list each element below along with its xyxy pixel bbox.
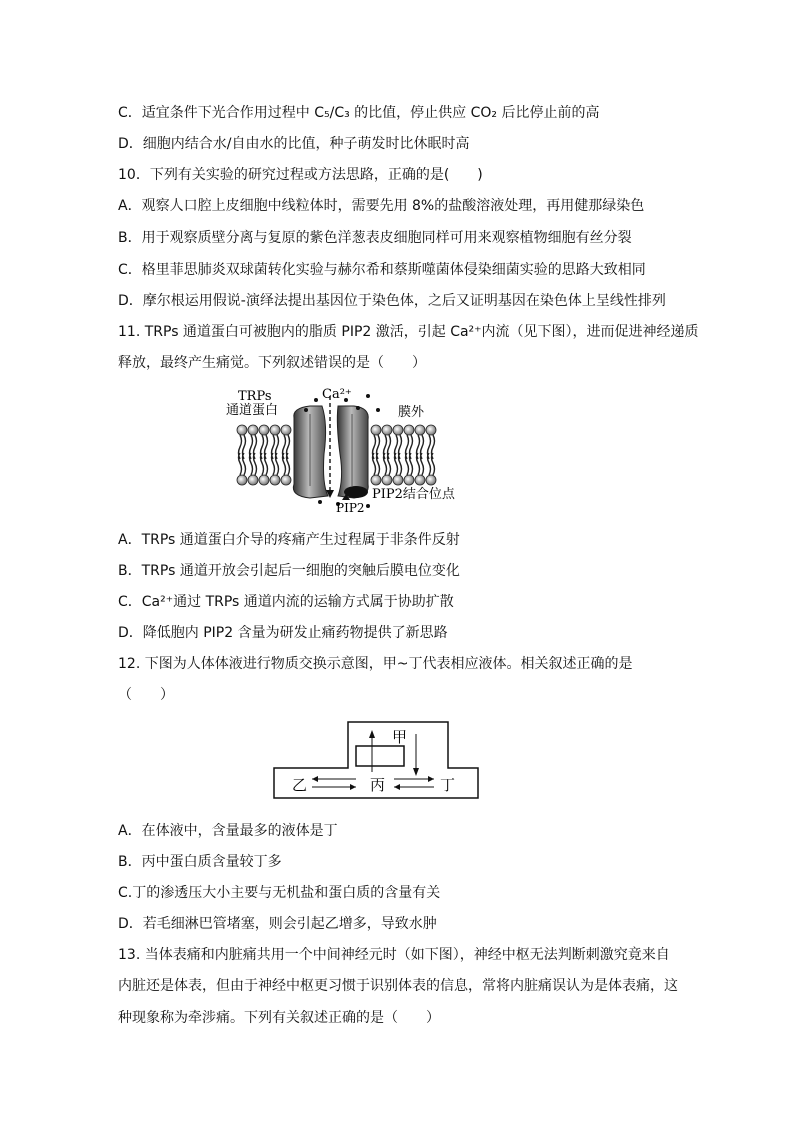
option-c-q11: C．Ca²⁺通过 TRPs 通道内流的运输方式属于协助扩散 <box>118 594 454 610</box>
option-c-q10: C．格里菲思肺炎双球菌转化实验与赫尔希和蔡斯噬菌体侵染细菌实验的思路大致相同 <box>118 262 646 278</box>
label-pip2-binding-site: PIP2结合位点 <box>372 487 455 502</box>
label-calcium: Ca²⁺ <box>322 387 352 402</box>
question-10: 10．下列有关实验的研究过程或方法思路，正确的是( ) <box>118 167 483 183</box>
option-b-q11: B．TRPs 通道开放会引起后一细胞的突触后膜电位变化 <box>118 563 460 579</box>
box-jia <box>356 746 404 766</box>
trps-channel-figure <box>218 384 498 514</box>
option-c-q9: C．适宜条件下光合作用过程中 C₅/C₃ 的比值，停止供应 CO₂ 后比停止前的高 <box>118 105 600 121</box>
lipid-bilayer-right <box>371 425 436 485</box>
option-d-q9: D．细胞内结合水/自由水的比值，种子萌发时比休眠时高 <box>118 136 470 152</box>
question-13-line1: 13. 当体表痛和内脏痛共用一个中间神经元时（如下图），神经中枢无法判断刺激究竟来自 <box>118 947 670 963</box>
label-yi: 乙 <box>292 776 308 794</box>
option-b-q12: B．丙中蛋白质含量较丁多 <box>118 854 282 870</box>
option-a-q10: A．观察人口腔上皮细胞中线粒体时，需要先用 8%的盐酸溶液处理，再用健那绿染色 <box>118 198 645 214</box>
body-fluid-exchange-figure <box>272 720 482 800</box>
option-d-q11: D．降低胞内 PIP2 含量为研发止痛药物提供了新思路 <box>118 625 448 641</box>
trps-channel-protein <box>293 406 368 498</box>
option-a-q12: A．在体液中，含量最多的液体是丁 <box>118 823 338 839</box>
label-outside-membrane: 膜外 <box>398 405 425 420</box>
label-trps: TRPs <box>238 389 272 404</box>
option-d-q10: D．摩尔根运用假说-演绎法提出基因位于染色体，之后又证明基因在染色体上呈线性排列 <box>118 293 666 309</box>
option-a-q11: A．TRPs 通道蛋白介导的疼痛产生过程属于非条件反射 <box>118 532 460 548</box>
option-b-q10: B．用于观察质壁分离与复原的紫色洋葱表皮细胞同样可用来观察植物细胞有丝分裂 <box>118 230 632 246</box>
question-11-line1: 11. TRPs 通道蛋白可被胞内的脂质 PIP2 激活，引起 Ca²⁺内流（见下图），进而促进神经递质 <box>118 324 699 340</box>
label-channel-protein: 通道蛋白 <box>226 403 279 418</box>
option-c-q12: C.丁的渗透压大小主要与无机盐和蛋白质的含量有关 <box>118 885 441 901</box>
pip2-binding-site <box>344 486 368 498</box>
question-12-line1: 12. 下图为人体体液进行物质交换示意图，甲~丁代表相应液体。相关叙述正确的是 <box>118 656 633 672</box>
question-13-line2: 内脏还是体表，但由于神经中枢更习惯于识别体表的信息，常将内脏痛误认为是体表痛，这 <box>118 978 678 994</box>
option-d-q12: D．若毛细淋巴管堵塞，则会引起乙增多，导致水肿 <box>118 916 437 932</box>
label-pip2: PIP2 <box>336 501 365 514</box>
label-jia: 甲 <box>392 728 408 746</box>
lipid-bilayer-left <box>237 425 291 485</box>
question-13-line3: 种现象称为牵涉痛。下列有关叙述正确的是（ ） <box>118 1010 440 1026</box>
label-bing: 丙 <box>370 776 386 794</box>
question-12-line2: （ ） <box>118 687 174 703</box>
label-ding: 丁 <box>440 776 456 794</box>
question-11-line2: 释放，最终产生痛觉。下列叙述错误的是（ ） <box>118 355 426 371</box>
